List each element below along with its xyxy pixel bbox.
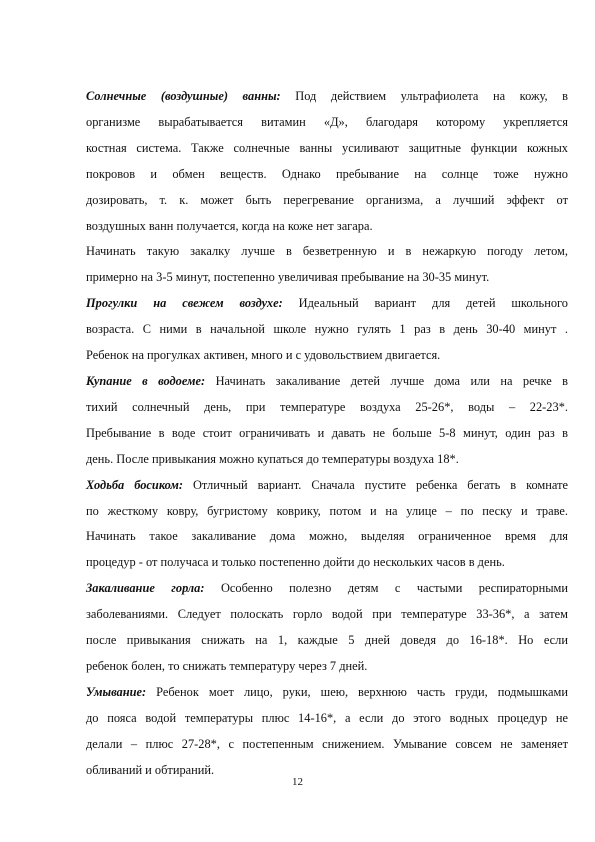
- paragraph-line: организме вырабатывается витамин «Д», благодаря которому укрепляется: [86, 114, 568, 129]
- paragraph-line: Под действием ультрафиолета на кожу, в: [280, 89, 568, 103]
- paragraph-line: Начинать такое закаливание дома можно, выделяя ограниченное время для: [86, 529, 568, 544]
- page-number: 12: [292, 776, 303, 788]
- paragraph-line: тихий солнечный день, при температуре воздуха 25-26*, воды – 22-23*.: [86, 399, 568, 414]
- paragraph-heading: Закаливание горла:: [86, 581, 205, 596]
- paragraph-sun-baths: [86, 84, 568, 239]
- paragraph-line: возраста. С ними в начальной школе нужно гулять 1 раз в день 30-40 минут .: [86, 322, 568, 337]
- paragraph-line: ребенок болен, то снижать температуру через 7 дней.: [86, 658, 368, 673]
- paragraph-line: Ребенок моет лицо, руки, шею, верхнюю часть груди, подмышками: [146, 684, 568, 699]
- paragraph-fresh-air-walks: [86, 291, 568, 369]
- paragraph-line: Ребенок на прогулках активен, много и с удовольствием двигается.: [86, 348, 441, 363]
- paragraph-line: костная система. Также солнечные ванны усиливают защитные функции кожных: [86, 140, 568, 155]
- paragraph-line: примерно на 3-5 минут, постепенно увеличивая пребывание на 30-35 минут.: [86, 270, 490, 285]
- paragraph-line: покровов и обмен веществ. Однако пребывание на солнце тоже нужно: [86, 166, 568, 181]
- paragraph-line: Отличный вариант. Сначала пустите ребенка бегать в комнате: [182, 477, 568, 492]
- paragraph-line: Особенно полезно детям с частыми респираторными: [204, 581, 568, 596]
- paragraph-heading: Умывание:: [86, 684, 147, 699]
- paragraph-throat-tempering: [86, 576, 568, 680]
- page-body: [86, 84, 568, 783]
- paragraph-line: день. После привыкания можно купаться до температуры воздуха 18*.: [86, 451, 459, 466]
- paragraph-start-tempering: [86, 239, 568, 291]
- paragraph-line: Начинать закаливание детей лучше дома или на речке в: [205, 373, 568, 388]
- paragraph-line: обливаний и обтираний.: [86, 762, 215, 777]
- paragraph-heading: Ходьба босиком:: [86, 477, 183, 492]
- paragraph-heading: Солнечные (воздушные) ванны:: [86, 89, 281, 103]
- paragraph-line: Пребывание в воде стоит ограничивать и давать не больше 5-8 минут, один раз в: [86, 425, 568, 440]
- paragraph-line: делали – плюс 27-28*, с постепенным снижением. Умывание совсем не заменяет: [86, 736, 568, 751]
- paragraph-bathing: [86, 369, 568, 473]
- paragraph-line: заболеваниями. Следует полоскать горло водой при температуре 33-36*, а затем: [86, 607, 568, 622]
- paragraph-line: Идеальный вариант для детей школьного: [282, 296, 568, 311]
- paragraph-heading: Купание в водоеме:: [86, 373, 206, 388]
- paragraph-washing: [86, 680, 568, 784]
- paragraph-line: по жесткому ковру, бугристому коврику, потом и на улице – по песку и траве.: [86, 503, 568, 518]
- paragraph-line: до пояса водой температуры плюс 14-16*, а если до этого водных процедур не: [86, 710, 568, 725]
- paragraph-line: процедур - от получаса и только постепенно дойти до нескольких часов в день.: [86, 555, 505, 570]
- paragraph-line: дозировать, т. к. может быть перегревание организма, а лучший эффект от: [86, 192, 568, 207]
- paragraph-barefoot-walking: [86, 473, 568, 577]
- paragraph-line: после привыкания снижать на 1, каждые 5 дней доведя до 16-18*. Но если: [86, 633, 568, 648]
- paragraph-line: Начинать такую закалку лучше в безветренную и в нежаркую погоду летом,: [86, 244, 568, 259]
- paragraph-line: воздушных ванн получается, когда на коже нет загара.: [86, 218, 373, 233]
- paragraph-heading: Прогулки на свежем воздухе:: [86, 296, 283, 311]
